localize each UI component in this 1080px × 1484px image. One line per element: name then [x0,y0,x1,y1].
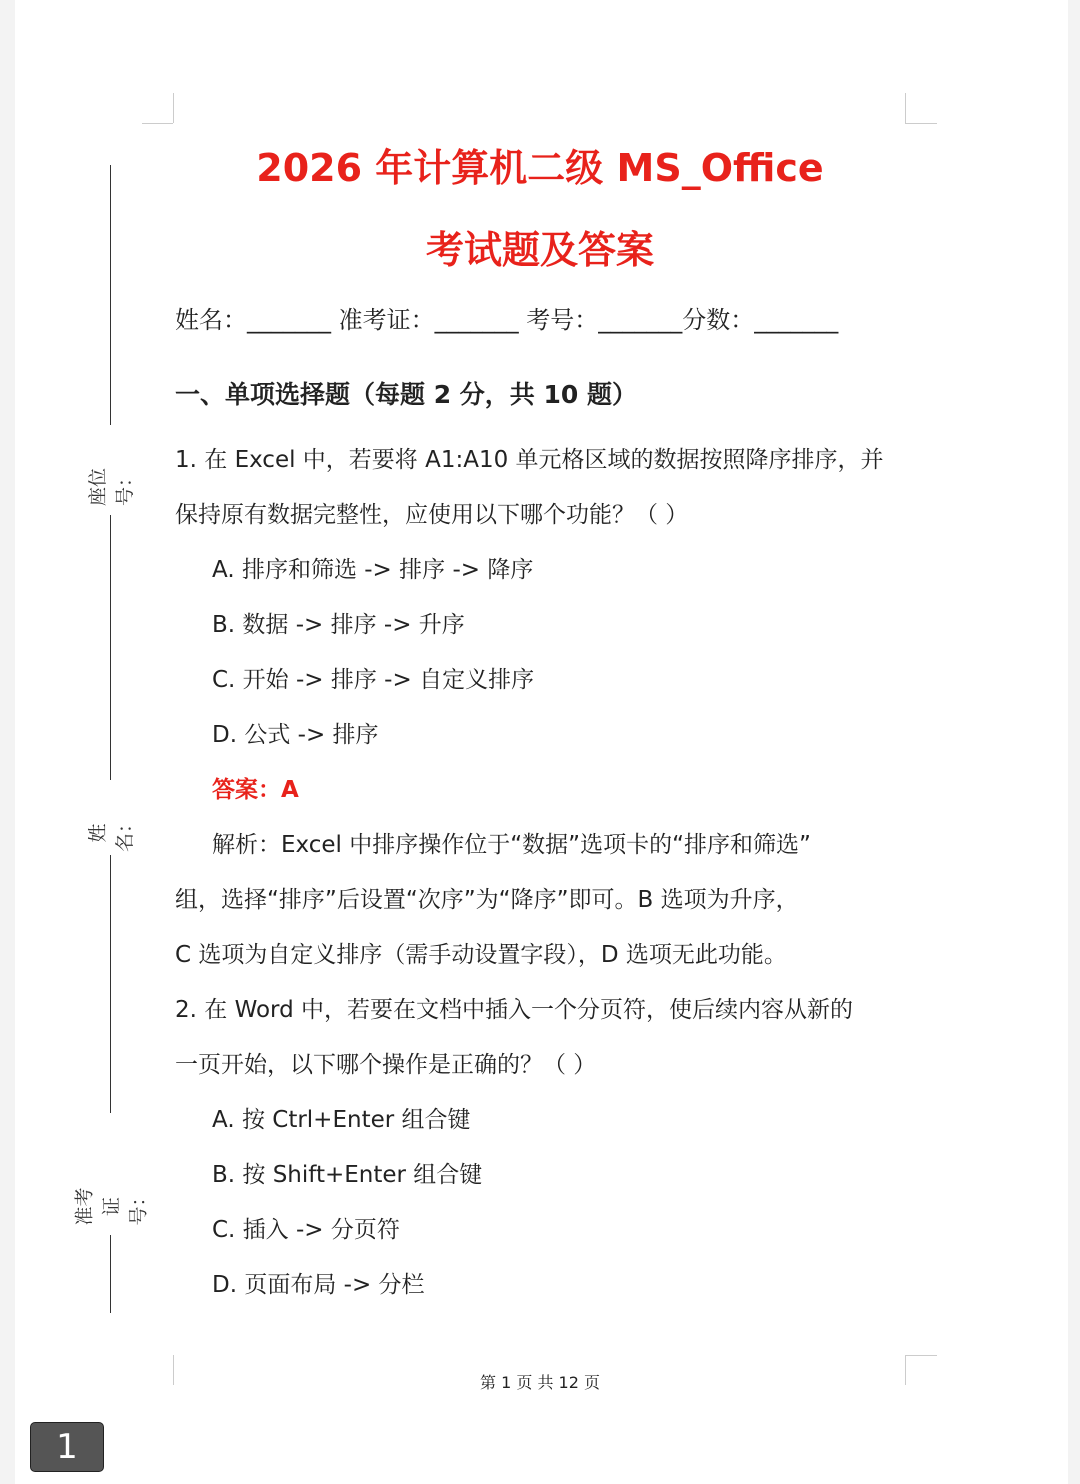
page-footer: 第 1 页 共 12 页 [480,1373,600,1392]
exam-id-label: 准考证号： [73,1187,150,1226]
question-1-explanation: 解析：Excel 中排序操作位于“数据”选项卡的“排序和筛选” [212,832,811,858]
binding-line [110,165,111,425]
page-indicator[interactable]: 1 [30,1422,104,1472]
corner-mark [173,93,174,123]
document-subtitle: 考试题及答案 [425,228,654,272]
question-2-option-d: D. 页面布局 -> 分栏 [212,1272,425,1298]
binding-line [110,1235,111,1313]
section-heading: 一、单项选择题（每题 2 分，共 10 题） [175,380,638,409]
corner-mark [142,123,173,124]
question-1-explanation: 组，选择“排序”后设置“次序”为“降序”即可。B 选项为升序， [175,887,799,913]
question-2-option-b: B. 按 Shift+Enter 组合键 [212,1162,483,1188]
corner-mark [905,93,906,123]
question-1-option-b: B. 数据 -> 排序 -> 升序 [212,612,465,638]
question-1-option-a: A. 排序和筛选 -> 排序 -> 降序 [212,557,534,583]
question-1-option-d: D. 公式 -> 排序 [212,722,379,748]
binding-line [110,515,111,780]
question-1-explanation: C 选项为自定义排序（需手动设置字段），D 选项无此功能。 [175,942,787,968]
question-2-option-c: C. 插入 -> 分页符 [212,1217,400,1243]
binding-line [110,855,111,1113]
question-2-stem: 2. 在 Word 中，若要在文档中插入一个分页符，使后续内容从新的 [175,997,853,1023]
question-2-option-a: A. 按 Ctrl+Enter 组合键 [212,1107,471,1133]
question-2-stem: 一页开始，以下哪个操作是正确的？（ ） [175,1052,597,1078]
question-1-option-c: C. 开始 -> 排序 -> 自定义排序 [212,667,535,693]
student-info-line: 姓名：_______ 准考证：_______ 考号：_______分数：_______ [175,306,839,334]
question-1-answer: 答案：A [212,777,299,803]
question-1-stem: 1. 在 Excel 中，若要将 A1:A10 单元格区域的数据按照降序排序，并 [175,447,884,473]
corner-mark [905,1355,937,1356]
question-1-stem: 保持原有数据完整性，应使用以下哪个功能？（ ） [175,502,689,528]
corner-mark [905,123,937,124]
document-title: 2026 年计算机二级 MS_Office [256,146,824,190]
seat-number-label: 座位号： [87,468,136,507]
name-label: 姓名： [87,814,136,853]
document-page [15,0,1068,1484]
